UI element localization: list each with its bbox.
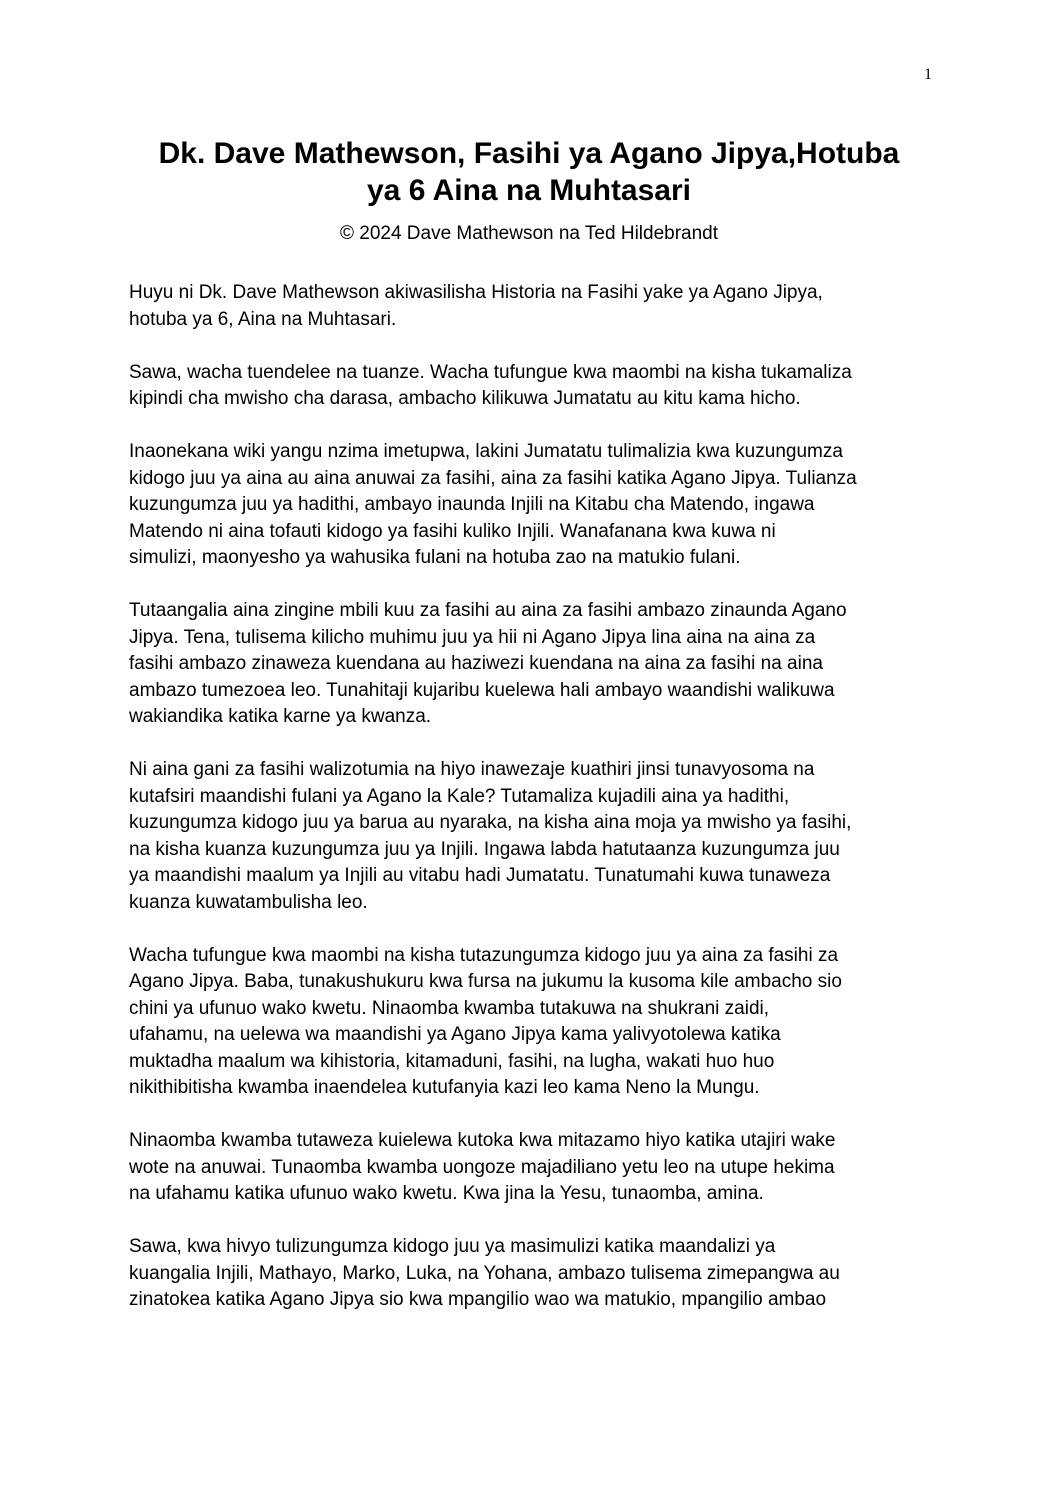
paragraph-4: Tutaangalia aina zingine mbili kuu za fasihi au aina za fasihi ambazo zinaunda Agano Jipya. Tena, tulisema kilicho muhimu juu ya hii ni Agano Jipya lina aina na aina za fasihi ambazo zinaweza kuendana au haziwezi kuendana na aina za fasihi na aina ambazo tumezoea leo. Tunahitaji kujaribu kuelewa hali ambayo waandishi walikuwa wakiandika katika karne ya kwanza.: [129, 600, 847, 727]
copyright-line: © 2024 Dave Mathewson na Ted Hildebrandt: [339, 223, 719, 244]
paragraph-5: Ni aina gani za fasihi walizotumia na hiyo inawezaje kuathiri jinsi tunavyosoma na kutafsiri maandishi fulani ya Agano la Kale? Tutamaliza kujadili aina ya hadithi, kuzungumza kidogo juu ya barua au nyaraka, na kisha aina moja ya mwisho ya fasihi, na kisha kuanza kuzungumza juu ya Injili. Ingawa labda hatutaanza kuzungumza juu ya maandishi maalum ya Injili au vitabu hadi Jumatatu. Tunatumahi kuwa tunaweza kuanza kuwatambulisha leo.: [129, 759, 852, 913]
title-line-1: Dk. Dave Mathewson, Fasihi ya Agano Jipya,Hotuba: [158, 137, 900, 170]
paragraph-3: Inaonekana wiki yangu nzima imetupwa, lakini Jumatatu tulimalizia kwa kuzungumza kidogo juu ya aina au aina anuwai za fasihi, aina za fasihi katika Agano Jipya. Tulianza kuzungumza juu ya hadithi, ambayo inaunda Injili na Kitabu cha Matendo, ingawa Matendo ni aina tofauti kidogo ya fasihi kuliko Injili. Wanafanana kwa kuwa ni simulizi, maonyesho ya wahusika fulani na hotuba zao na matukio fulani.: [129, 441, 857, 568]
paragraph-8: Sawa, kwa hivyo tulizungumza kidogo juu ya masimulizi katika maandalizi ya kuangalia Injili, Mathayo, Marko, Luka, na Yohana, ambazo tulisema zimepangwa au zinatokea katika Agano Jipya sio kwa mpangilio wao wa matukio, mpangilio ambao: [129, 1236, 840, 1310]
paragraph-1: Huyu ni Dk. Dave Mathewson akiwasilisha Historia na Fasihi yake ya Agano Jipya, hotuba ya 6, Aina na Muhtasari.: [129, 282, 823, 330]
document-body: [129, 280, 929, 1340]
paragraph-6: Wacha tufungue kwa maombi na kisha tutazungumza kidogo juu ya aina za fasihi za Agano Jipya. Baba, tunakushukuru kwa fursa na jukumu la kusoma kile ambacho sio chini ya ufunuo wako kwetu. Ninaomba kwamba tutakuwa na shukrani zaidi, ufahamu, na uelewa wa maandishi ya Agano Jipya kama yalivyotolewa katika muktadha maalum wa kihistoria, kitamaduni, fasihi, na lugha, wakati huo huo nikithibitisha kwamba inaendelea kutufanyia kazi leo kama Neno la Mungu.: [129, 944, 842, 1098]
page-number: 1: [924, 66, 932, 83]
document-title: [110, 135, 948, 209]
paragraph-2: Sawa, wacha tuendelee na tuanze. Wacha tufungue kwa maombi na kisha tukamaliza kipindi cha mwisho cha darasa, ambacho kilikuwa Jumatatu au kitu kama hicho.: [129, 361, 852, 409]
title-line-2: ya 6 Aina na Muhtasari: [367, 174, 691, 207]
paragraph-7: Ninaomba kwamba tutaweza kuielewa kutoka kwa mitazamo hiyo katika utajiri wake wote na anuwai. Tunaomba kwamba uongoze majadiliano yetu leo na utupe hekima na ufahamu katika ufunuo wako kwetu. Kwa jina la Yesu, tunaomba, amina.: [129, 1130, 836, 1204]
